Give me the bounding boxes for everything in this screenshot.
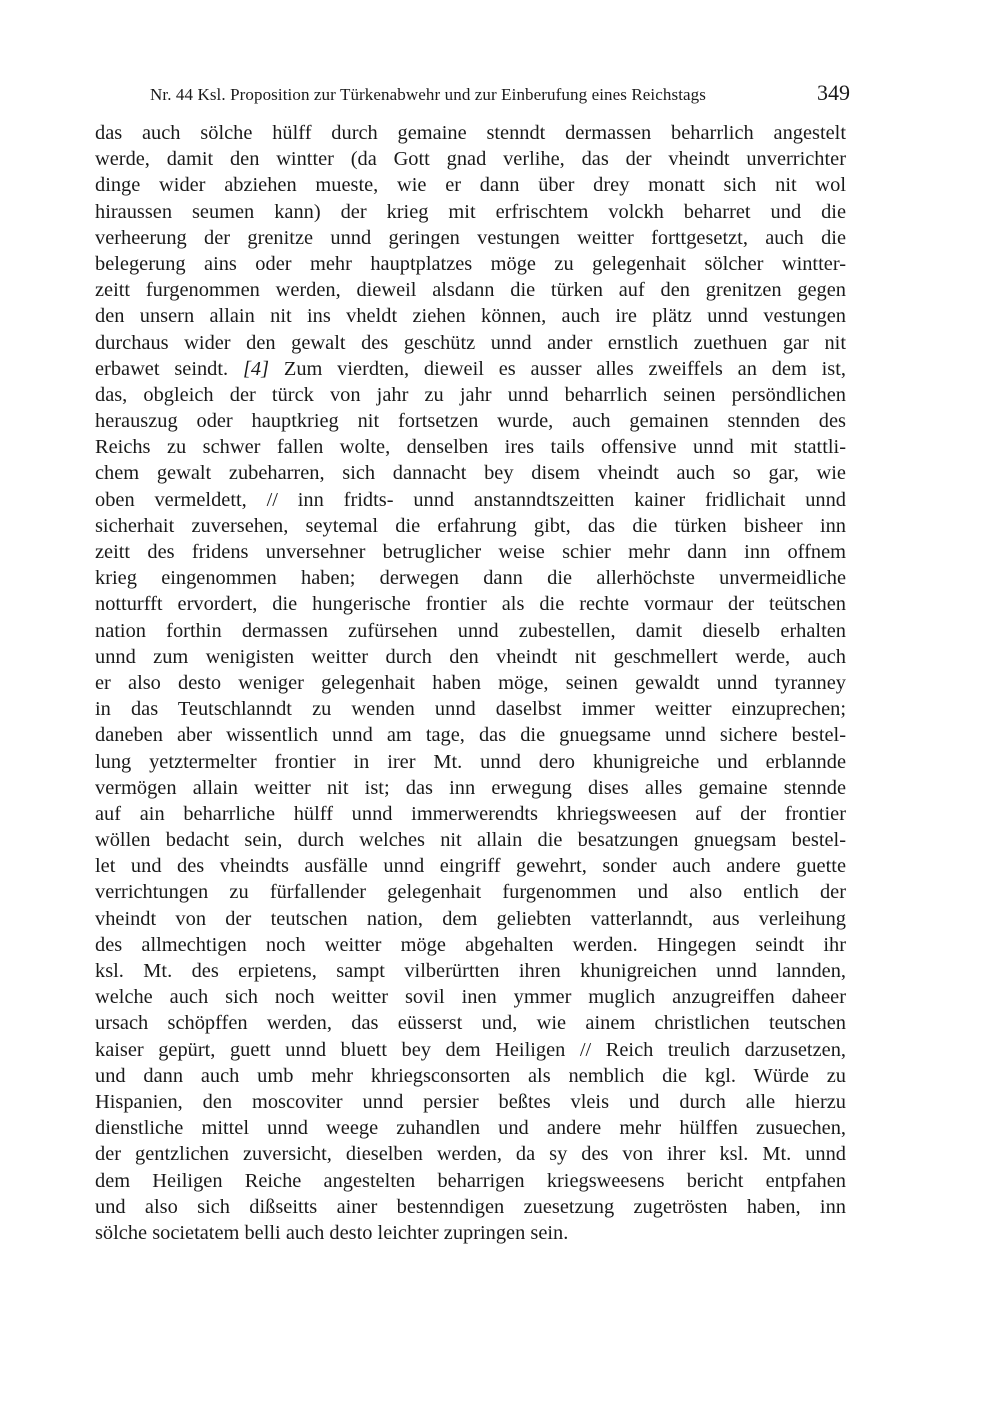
body-text xyxy=(95,120,846,1246)
text-line: notturfft ervordert, die hungerische frontier als die rechte vormaur der teütschen xyxy=(95,593,846,616)
text-line: dienstliche mittel unnd weege zuhandlen und andere mehr hülffen zusuechen, xyxy=(95,1117,846,1140)
text-segment: erbawet seindt. xyxy=(95,357,243,380)
text-segment: Zum vierdten, dieweil es ausser alles zweiffels an dem ist, xyxy=(269,357,846,380)
text-line: werde, damit den wintter (da Gott gnad verlihe, das der vheindt unverrichter xyxy=(95,148,846,171)
text-line: das, obgleich der türck von jahr zu jahr unnd beharrlich seinen persöndlichen xyxy=(95,383,846,406)
text-line: ksl. Mt. des erpietens, sampt vilberürtten ihren khunigreichen unnd lannden, xyxy=(95,960,846,982)
text-line: let und des vheindts ausfälle unnd eingriff gewehrt, sonder auch andere guette xyxy=(95,855,846,878)
text-line: verheerung der grenitze unnd geringen vestungen weitter forttgesetzt, auch die xyxy=(95,226,846,249)
text-line: in das Teutschlanndt zu wenden unnd daselbst immer weitter einzuprechen; xyxy=(95,698,846,721)
text-line: der gentzlichen zuversicht, dieselben werden, da sy des von ihrer ksl. Mt. unnd xyxy=(95,1143,846,1166)
text-line: sölche societatem belli auch desto leichter zupringen sein. xyxy=(95,1221,569,1244)
text-line: daneben aber wissentlich unnd am tage, das die gnuegsame unnd sichere bestel- xyxy=(95,724,846,747)
section-marker: [4] xyxy=(242,357,270,380)
text-line: des allmechtigen noch weitter möge abgehalten werden. Hingegen seindt ihr xyxy=(95,933,846,956)
text-line: nation forthin dermassen zufürsehen unnd zubestellen, damit dieselb erhalten xyxy=(95,619,846,642)
text-line: hiraussen seumen kann) der krieg mit erfrischtem volckh beharret und die xyxy=(95,200,846,223)
text-line: und dann auch umb mehr khriegsconsorten als nemblich die kgl. Würde zu xyxy=(95,1064,846,1087)
text-line: den unsern allain nit ins vheldt ziehen können, auch ire plätz unnd vestungen xyxy=(95,305,846,328)
text-line: verrichtungen zu fürfallender gelegenhait furgenommen und also entlich der xyxy=(95,881,846,904)
text-line: dem Heiligen Reiche angestelten beharrigen kriegsweesens bericht entpfahen xyxy=(95,1169,846,1192)
text-line: zeitt furgenommen werden, dieweil alsdann die türken auf den grenitzen gegen xyxy=(95,279,846,302)
text-line: und also sich dißseitts ainer bestenndigen zuesetzung zugetrösten haben, inn xyxy=(95,1195,846,1218)
page-number: 349 xyxy=(817,80,850,105)
text-line: chem gewalt zubeharren, sich dannacht bey disem vheindt auch so gar, wie xyxy=(95,462,846,485)
text-line: Reichs zu schwer fallen wolte, denselben ires tails offensive unnd mit stattli- xyxy=(95,436,846,459)
text-line: er also desto weniger gelegenhait haben möge, seinen gewaldt unnd tyranney xyxy=(95,671,846,694)
text-line: dinge wider abziehen mueste, wie er dann über drey monatt sich nit wol xyxy=(95,174,846,197)
text-line: vermögen allain weitter nit ist; das inn erwegung dises alles gemaine stennde xyxy=(95,776,846,799)
running-title: Nr. 44 Ksl. Proposition zur Türkenabwehr und zur Einberufung eines Reichstags xyxy=(150,85,706,104)
text-line: kaiser gepürt, guett unnd bluett bey dem Heiligen // Reich treulich darzusetzen, xyxy=(95,1038,846,1061)
text-line: herauszug oder hauptkrieg nit fortsetzen wurde, auch gemainen stennden des xyxy=(95,410,846,433)
text-line: auf ain beharrliche hülff unnd immerwerendts khriegsweesen auf der frontier xyxy=(95,802,846,825)
text-line: sicherhait zuversehen, seytemal die erfahrung gibt, das die türken bisheer inn xyxy=(95,514,846,537)
text-line: unnd zum wenigisten weitter durch den vheindt nit geschmellert werde, auch xyxy=(95,645,846,668)
text-line: welche auch sich noch weitter sovil inen ymmer muglich anzugreiffen daheer xyxy=(95,986,846,1009)
text-line: wöllen bedacht sein, durch welches nit allain die besatzungen gnuegsam bestel- xyxy=(95,829,846,852)
text-line: Hispanien, den moscoviter unnd persier beßtes vleis und durch alle hierzu xyxy=(95,1090,846,1113)
running-head xyxy=(150,80,850,106)
text-line: oben vermeldett, // inn fridts- unnd anstanndtszeitten kainer fridlichait unnd xyxy=(95,488,846,511)
text-line: ursach schöpffen werden, das eüsserst und, wie ainem christlichen teutschen xyxy=(95,1012,846,1035)
text-line: das auch sölche hülff durch gemaine stenndt dermassen beharrlich angestelt xyxy=(95,122,846,144)
text-line: vheindt von der teutschen nation, dem geliebten vatterlanndt, aus verleihung xyxy=(95,907,846,930)
text-line xyxy=(95,356,846,382)
text-line: zeitt des fridens unversehner betruglicher weise schier mehr dann inn offnem xyxy=(95,541,846,563)
text-line: belegerung ains oder mehr hauptplatzes möge zu gelegenhait sölcher wintter- xyxy=(95,252,846,275)
text-line: krieg eingenommen haben; derwegen dann die allerhöchste unvermeidliche xyxy=(95,567,846,590)
text-line: durchaus wider den gewalt des geschütz unnd ander ernstlich zuethuen gar nit xyxy=(95,331,846,354)
text-line: lung yetztermelter frontier in irer Mt. unnd dero khunigreiche und erblannde xyxy=(95,750,846,773)
